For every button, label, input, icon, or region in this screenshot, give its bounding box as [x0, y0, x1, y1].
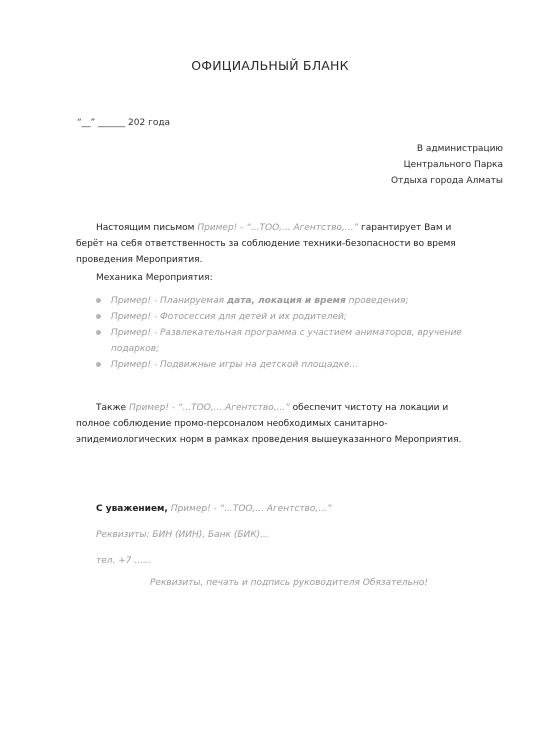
paragraph-text: Также [96, 403, 129, 413]
paragraph-text: обеспечит чистоту на локации и полное соблюдение промо-персоналом необходимых санитарно-эпидемиологических норм в рамках проведения вышеуказанного Мероприятия. [76, 403, 462, 445]
mechanics-list [96, 293, 511, 373]
signature-note: Реквизиты, печать и подпись руководителя Обязательно! [150, 578, 428, 588]
list-item [96, 293, 511, 309]
date-line: “__” ______ 202 года [77, 118, 171, 128]
phone-line: тел. +7 ...... [96, 556, 152, 566]
bullet-icon [96, 362, 101, 367]
bullet-icon [96, 314, 101, 319]
mechanics-heading: Механика Мероприятия: [96, 273, 213, 283]
recipient-address [391, 141, 503, 189]
list-item [96, 357, 511, 373]
address-line: В администрацию [416, 144, 503, 154]
example-placeholder: Пример! - “...ТОО,... Агентство,...” [197, 223, 359, 233]
requisites-line: Реквизиты: БИН (ИИН), Банк (БИК)... [96, 530, 269, 540]
list-item-text: проведения; [345, 296, 409, 306]
regards-text: С уважением, [96, 504, 168, 514]
list-item-text: Пример! - Подвижные игры на детской площадке... [111, 360, 359, 370]
example-placeholder: Пример! - “...ТОО,... Агентство,...” [128, 403, 290, 413]
list-item-text: Пример! - Фотосессия для детей и их родителей; [111, 312, 347, 322]
paragraph-text: гарантирует Вам и берёт на себя ответственность за соблюдение техники-безопасности во время проведения Мероприятия. [76, 223, 456, 265]
closing-regards [96, 504, 332, 514]
guarantee-paragraph [76, 220, 476, 268]
address-line: Центрального Парка [403, 160, 503, 170]
bullet-icon [96, 330, 101, 335]
list-item [96, 325, 511, 357]
bullet-icon [96, 298, 101, 303]
list-item-text: Пример! - Развлекательная программа с участием аниматоров, вручение подарков; [111, 328, 462, 354]
paragraph-text: Настоящим письмом [96, 223, 198, 233]
address-line: Отдыха города Алматы [391, 176, 503, 186]
document-title: ОФИЦИАЛЬНЫЙ БЛАНК [191, 58, 349, 73]
cleanliness-paragraph [76, 400, 476, 448]
list-item-text: Пример! - Планируемая [111, 296, 227, 306]
list-item-emphasis: дата, локация и время [226, 296, 346, 306]
example-placeholder: Пример! - “...ТОО,... Агентство,...” [167, 504, 332, 514]
list-item [96, 309, 511, 325]
